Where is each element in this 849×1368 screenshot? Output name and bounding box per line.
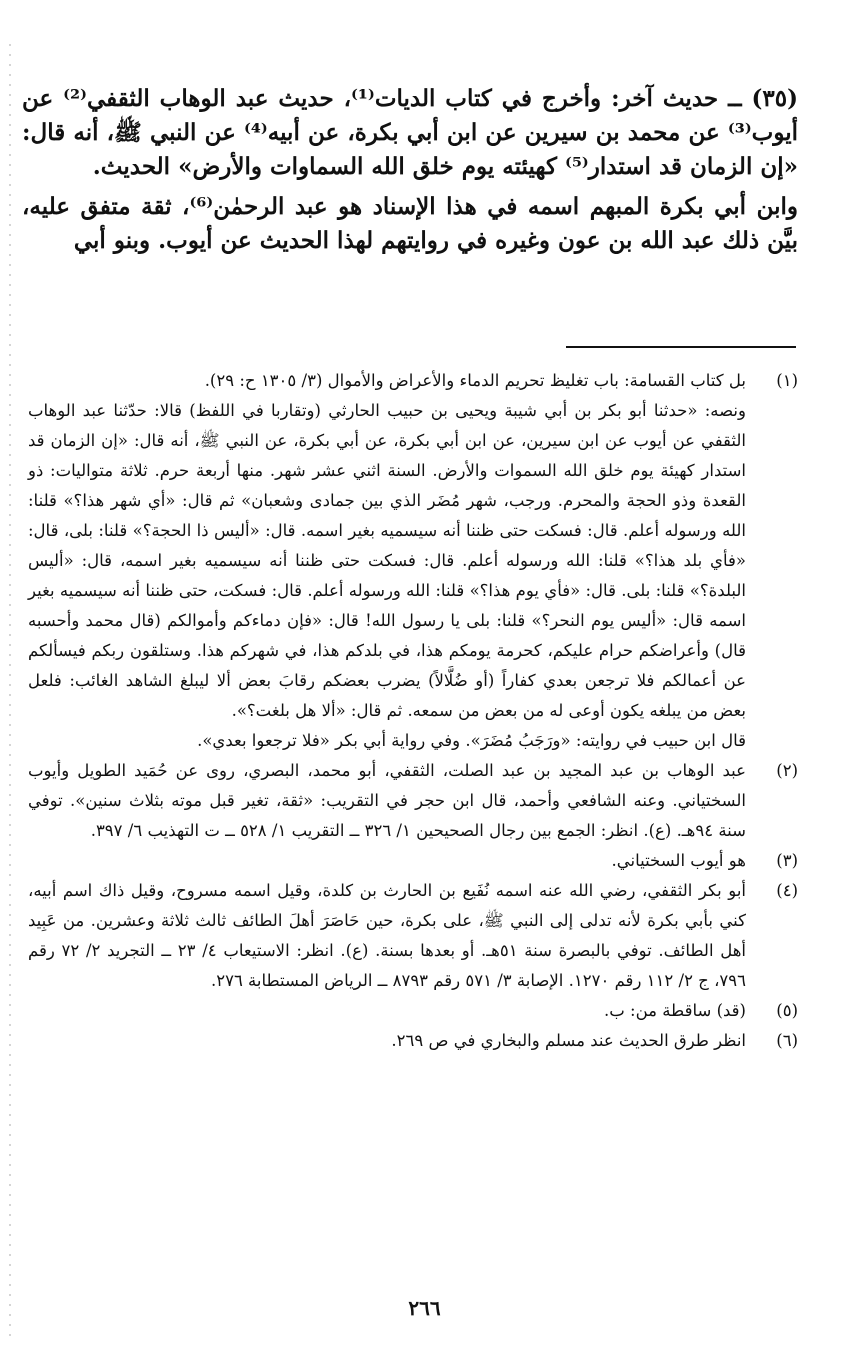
footnote-separator <box>566 346 796 348</box>
footnotes <box>28 366 798 1056</box>
page-edge-dots <box>8 40 12 1340</box>
footnote-number: (٤) <box>776 881 798 900</box>
footnote-1 <box>28 366 798 756</box>
footnote-line: انظر طرق الحديث عند مسلم والبخاري في ص ٢٦٩. <box>391 1031 746 1050</box>
footnote-line: قال ابن حبيب في روايته: «ورَجَبُ مُضَرَ». وفي رواية أبي بكر «فلا ترجعوا بعدي». <box>197 731 746 750</box>
footnote-body <box>28 1026 746 1056</box>
footnote-6 <box>28 1026 798 1056</box>
footnote-body <box>28 996 746 1026</box>
main-text <box>22 82 798 258</box>
footnote-body <box>28 876 746 996</box>
footnote-line: أبو بكر الثقفي، رضي الله عنه اسمه نُفَيع بن الحارث بن كلدة، وقيل اسمه مسروح، وقيل ذاك اسم أبيه، كني بأبي بكرة لأنه تدلى إلى النبي ﷺ، على بكرة، حين حَاصَرَ أهلَ الطائف ثالث ثلاثة وعشرين. من عَبِيد أهل الطائف. توفي بالبصرة سنة ٥١هـ. أو بعدها بسنة. (ع). انظر: الاستيعاب ٤/ ٢٣ ــ التجريد ٢/ ٧٢ رقم ٧٩٦، ج ٢/ ١١٢ رقم ١٢٧٠. الإصابة ٣/ ٥٧١ رقم ٨٧٩٣ ــ الرياض المستطابة ٢٧٦. <box>28 881 747 990</box>
footnote-line: (قد) ساقطة من: ب. <box>603 1001 746 1020</box>
main-paragraph-1: (٣٥) ــ حديث آخر: وأخرج في كتاب الديات⁽¹⁾، حديث عبد الوهاب الثقفي⁽²⁾ عن أيوب⁽³⁾ عن محمد بن سيرين عن ابن أبي بكرة، عن أبيه⁽⁴⁾ عن النبي ﷺ، أنه قال: «إن الزمان قد استدار⁽⁵⁾ كهيئته يوم خلق الله السماوات والأرض» الحديث. <box>22 85 798 180</box>
footnote-2 <box>28 756 798 846</box>
footnote-4 <box>28 876 798 996</box>
page-number: ٢٦٦ <box>408 1296 441 1320</box>
footnote-body <box>28 366 746 756</box>
footnote-3 <box>28 846 798 876</box>
footnote-number: (٦) <box>776 1031 798 1050</box>
footnote-number: (١) <box>776 371 798 390</box>
main-paragraph-2: وابن أبي بكرة المبهم اسمه في هذا الإسناد هو عبد الرحمٰن⁽⁶⁾، ثقة متفق عليه، بيَّن ذلك عبد الله بن عون وغيره في روايتهم لهذا الحديث عن أيوب. وبنو أبي <box>22 193 798 254</box>
footnote-body <box>28 846 746 876</box>
footnote-line: هو أيوب السختياني. <box>611 851 746 870</box>
footnote-body <box>28 756 746 846</box>
footnote-number: (٥) <box>776 1001 798 1020</box>
footnote-number: (٢) <box>776 761 798 780</box>
footnote-line: ونصه: «حدثنا أبو بكر بن أبي شيبة ويحيى بن حبيب الحارثي (وتقاربا في اللفظ) قالا: حدّثنا عبد الوهاب الثقفي عن أيوب عن ابن سيرين، عن ابن أبي بكرة، عن أبي بكرة، عن النبي ﷺ، أنه قال: «إن الزمان قد استدار كهيئة يوم خلق الله السموات والأرض. السنة اثني عشر شهر. منها أربعة حرم. ثلاثة متواليات: ذو القعدة وذو الحجة والمحرم. ورجب، شهر مُضَر الذي بين جمادى وشعبان» ثم قال: «أي شهر هذا؟» قلنا: الله ورسوله أعلم. قال: فسكت حتى ظننا أنه سيسميه بغير اسمه. قال: «أليس ذا الحجة؟» قلنا: بلى، قال: «فأي بلد هذا؟» قلنا: الله ورسوله أعلم. قال: فسكت حتى ظننا أنه سيسميه بغير اسمه، قال: «أليس البلدة؟» قلنا: بلى. قال: «فأي يوم هذا؟» قلنا: الله ورسوله أعلم. قال: فسكت، حتى ظننا أنه سيسميه بغير اسمه قال: «أليس يوم النحر؟» قلنا: بلى يا رسول الله! قال: «فإن دماءكم وأموالكم (قال محمد وأحسبه قال) وأعراضكم حرام عليكم، كحرمة يومكم هذا، في بلدكم هذا، في شهركم هذا. وستلقون ربكم فيسألكم عن أعمالكم فلا ترجعن بعدي كفاراً (أو ضُلَّالاً) يضرب بعضكم رقابَ بعض ألا ليبلغ الشاهد الغائب: فلعل بعض من يبلغه يكون أوعى له من بعض من سمعه. ثم قال: «ألا هل بلغت؟». <box>28 401 746 720</box>
footnote-line: بل كتاب القسامة: باب تغليظ تحريم الدماء والأعراض والأموال (٣/ ١٣٠٥ ح: ٢٩). <box>204 371 746 390</box>
footnote-line: عبد الوهاب بن عبد المجيد بن عبد الصلت، الثقفي، أبو محمد، البصري، روى عن حُمَيد الطويل وأيوب السختياني. وعنه الشافعي وأحمد، قال ابن حجر في التقريب: «ثقة، تغير قبل موته بثلاث سنين». توفي سنة ٩٤هـ. (ع). انظر: الجمع بين رجال الصحيحين ١/ ٣٢٦ ــ التقريب ١/ ٥٢٨ ــ ت التهذيب ٦/ ٣٩٧. <box>28 761 746 840</box>
footnote-5 <box>28 996 798 1026</box>
footnote-number: (٣) <box>776 851 798 870</box>
